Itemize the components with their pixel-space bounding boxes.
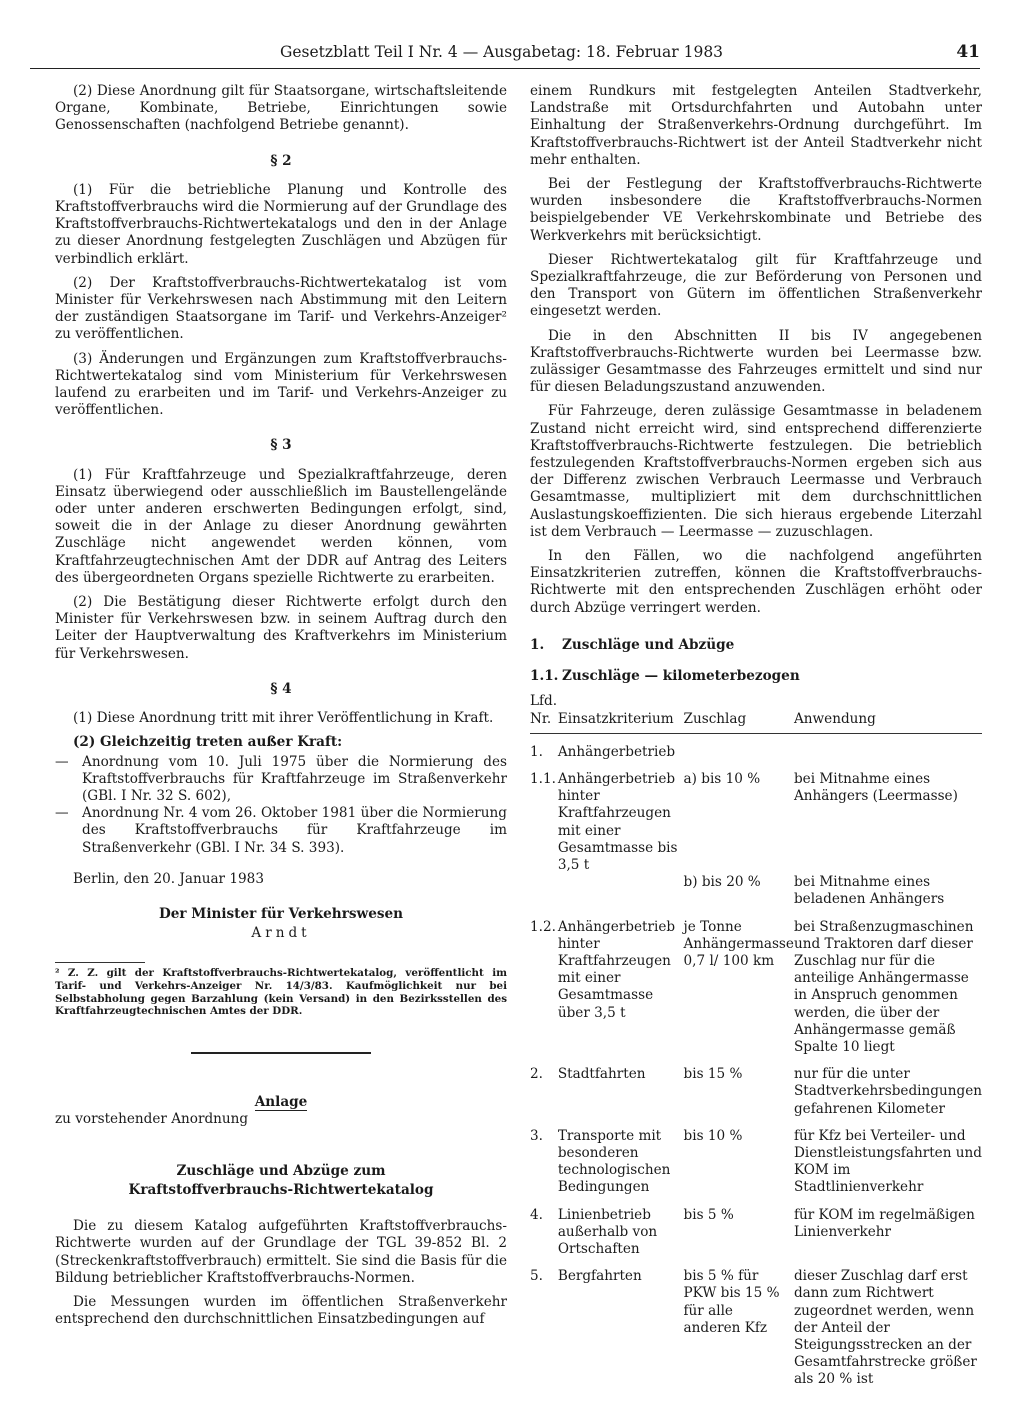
table-row bbox=[530, 761, 982, 874]
cell-anwendung: nur für die unter Stadtverkehrsbedingungen gefahrenen Kilometer bbox=[793, 1066, 982, 1117]
footnote: ² Z. Z. gilt der Kraftstoffverbrauchs-Richtwertekatalog, veröffentlicht im Tarif- und Verkehrs-Anzeiger Nr. 14/3/83. Kaufmöglichkeit nur bei Selbstabholung gegen Barzahlung (kein Versand) in den Bezirksstellen des Kraftfahrzeugtechnischen Amtes der DDR. bbox=[55, 967, 507, 1018]
section-1-1-heading bbox=[530, 668, 982, 685]
cell-kriterium: Bergfahrten bbox=[557, 1268, 642, 1285]
cell-kriterium: Stadtfahrten bbox=[557, 1066, 646, 1083]
right-para-2: Bei der Festlegung der Kraftstoffverbrauchs-Richtwerte wurden insbesondere die Kraftstoffverbrauchs-Normen beispielgebender VE Verkehrskombinate und Betriebe des Werkverkehrs mit berücksichtigt. bbox=[530, 176, 982, 244]
anlage-heading bbox=[55, 1162, 507, 1200]
section-4-para-1: (1) Diese Anordnung tritt mit ihrer Veröffentlichung in Kraft. bbox=[73, 710, 494, 727]
section-3-para-2: (2) Die Bestätigung dieser Richtwerte erfolgt durch den Minister für Verkehrswesen bzw. in seinem Auftrag durch den Leiter der Hauptverwaltung des Kraftverkehrs im Ministerium für Verkehrswesen. bbox=[55, 594, 507, 662]
cell-anwendung bbox=[794, 733, 982, 761]
page-header bbox=[30, 40, 980, 69]
cell-anwendung: für Kfz bei Verteiler- und Dienstleistungsfahrten und KOM im Stadtlinienverkehr bbox=[793, 1127, 982, 1196]
cell-zuschlag: b) bis 20 % bbox=[683, 874, 761, 891]
right-column bbox=[530, 83, 982, 1389]
header-kriterium: Einsatzkriterium bbox=[558, 693, 684, 733]
section-1-heading bbox=[530, 637, 982, 654]
right-para-5: Für Fahrzeuge, deren zulässige Gesamtmasse in beladenem Zustand nicht erreicht wird, sind entsprechend differenzierte Kraftstoffverbrauchs-Richtwerte festzulegen. Die betrieblich festzulegenden Kraftstoffverbrauchs-Normen ergeben sich aus der Differenz zwischen Verbrauch Leermasse und Verbrauch Gesamtmasse, multipliziert mit dem durchschnittlichen Auslastungskoeffizienten. Die sich hieraus ergebende Literzahl ist dem Verbrauch — Leermasse — zuzuschlagen. bbox=[530, 403, 982, 540]
header-zuschlag: Zuschlag bbox=[684, 693, 794, 733]
place-date: Berlin, den 20. Januar 1983 bbox=[73, 870, 264, 887]
anlage-para-1: Die zu diesem Katalog aufgeführten Kraftstoffverbrauchs-Richtwerte wurden auf der Grundlage der TGL 39-852 Bl. 2 (Streckenkraftstoffverbrauch) ermittelt. Sie sind die Basis für die Bildung betrieblicher Kraftstoffverbrauchs-Normen. bbox=[55, 1218, 507, 1286]
section-1-title: Zuschläge und Abzüge bbox=[562, 636, 735, 653]
cell-anwendung: für KOM im regelmäßigen Linienverkehr bbox=[793, 1206, 975, 1240]
cell-anwendung: bei Mitnahme eines Anhängers (Leermasse) bbox=[793, 770, 958, 805]
section-divider bbox=[191, 1052, 371, 1054]
cell-nr: 1. bbox=[530, 743, 543, 760]
header-title: Gesetzblatt Teil I Nr. 4 — Ausgabetag: 18. Februar 1983 bbox=[280, 43, 724, 61]
footnote-divider bbox=[55, 962, 145, 963]
cell-nr: 1.1. bbox=[530, 770, 556, 787]
section-3-para-1: (1) Für Kraftfahrzeuge und Spezialkraftfahrzeuge, deren Einsatz überwiegend oder ausschließlich im Baustellengelände oder unter anderen erschwerten Bedingungen erfolgt, sind, soweit die in der Anlage zu dieser Anordnung gewährten Zuschläge nicht angewendet werden können, vom Kraftfahrzeugtechnischen Amt der DDR auf Antrag des Leiters des übergeordneten Organs spezielle Richtwerte zu erarbeiten. bbox=[55, 466, 507, 586]
right-para-6: In den Fällen, wo die nachfolgend angeführten Einsatzkriterien zutreffen, können die Kraftstoffverbrauchs-Richtwerte mit den entsprechenden Zuschlägen erhöht oder durch Abzüge verringert werden. bbox=[530, 548, 982, 616]
cell-nr: 5. bbox=[530, 1268, 543, 1285]
repealed-list bbox=[55, 754, 507, 857]
cell-kriterium: Transporte mit besonderen technologischen Bedingungen bbox=[557, 1127, 671, 1196]
header-nr: Lfd. Nr. bbox=[530, 693, 558, 733]
section-4-heading: § 4 bbox=[270, 680, 292, 697]
cell-kriterium bbox=[558, 874, 684, 908]
cell-nr: 2. bbox=[530, 1066, 543, 1083]
list-item: — Anordnung Nr. 4 vom 26. Oktober 1981 über die Normierung des Kraftstoffverbrauchs für Kraftfahrzeuge im Straßenverkehr (GBl. I Nr. 34 S. 393). bbox=[55, 805, 507, 857]
surcharge-table bbox=[530, 693, 982, 1388]
anlage-heading-line-1: Zuschläge und Abzüge zum bbox=[176, 1163, 386, 1180]
section-3-heading: § 3 bbox=[270, 437, 292, 454]
section-2-para-2: (2) Der Kraftstoffverbrauchs-Richtwertekatalog ist vom Minister für Verkehrswesen nach Abstimmung mit den Leitern der zuständigen Staatsorgane im Tarif- und Verkehrs-Anzeiger² zu veröffentlichen. bbox=[55, 274, 507, 343]
anlage-title-text: Anlage bbox=[254, 1093, 308, 1110]
anlage-heading-line-2: Kraftstoffverbrauchs-Richtwertekatalog bbox=[128, 1182, 434, 1199]
cell-kriterium: Anhängerbetrieb hinter Kraftfahrzeugen mit einer Gesamtmasse über 3,5 t bbox=[557, 918, 676, 1021]
section-2-para-1: (1) Für die betriebliche Planung und Kontrolle des Kraftstoffverbrauchs wird die Normierung auf der Grundlage des Kraftstoffverbrauchs-Richtwertekatalogs und den in der Anlage zu dieser Anordnung festgelegten Zuschlägen und Abzügen für verbindlich erklärt. bbox=[55, 181, 507, 267]
section-2-para-3: (3) Änderungen und Ergänzungen zum Kraftstoffverbrauchs-Richtwertekatalog sind vom Ministerium für Verkehrswesen laufend zu erarbeiten und im Tarif- und Verkehrs-Anzeiger zu veröffentlichen. bbox=[55, 350, 507, 419]
anlage-title bbox=[55, 1094, 507, 1111]
table-row bbox=[530, 1118, 982, 1197]
cell-zuschlag: bis 5 % für PKW bis 15 % für alle anderen Kfz bbox=[683, 1268, 780, 1336]
cell-nr: 1.2. bbox=[530, 918, 556, 935]
cell-zuschlag: bis 10 % bbox=[683, 1127, 743, 1144]
section-1-number: 1. bbox=[530, 636, 545, 653]
cell-zuschlag bbox=[684, 733, 794, 761]
cell-zuschlag: bis 15 % bbox=[683, 1066, 743, 1083]
cell-anwendung: bei Mitnahme eines beladenen Anhängers bbox=[793, 874, 945, 908]
anlage-para-2: Die Messungen wurden im öffentlichen Straßenverkehr entsprechend den durchschnittlichen Einsatzbedingungen auf bbox=[55, 1293, 507, 1328]
right-para-4: Die in den Abschnitten II bis IV angegebenen Kraftstoffverbrauchs-Richtwerte wurden bei Leermasse bzw. zulässiger Gesamtmasse des Fahrzeuges ermittelt und sind nur für diesen Beladungszustand anzuwenden. bbox=[530, 327, 982, 396]
table-row bbox=[530, 1056, 982, 1118]
cell-kriterium: Linienbetrieb außerhalb von Ortschaften bbox=[557, 1206, 658, 1257]
table-row bbox=[530, 1197, 982, 1259]
right-para-3: Dieser Richtwertekatalog gilt für Kraftfahrzeuge und Spezialkraftfahrzeuge, die zur Beförderung von Personen und den Transport von Gütern im öffentlichen Straßenverkehr eingesetzt werden. bbox=[530, 251, 982, 320]
paragraph-2-2: (2) Diese Anordnung gilt für Staatsorgane, wirtschaftsleitende Organe, Kombinate, Betriebe, Einrichtungen sowie Genossenschaften (nachfolgend Betriebe genannt). bbox=[55, 83, 507, 134]
cell-anwendung: dieser Zuschlag darf erst dann zum Richtwert zugeordnet werden, wenn der Anteil der Steigungsstrecken an der Gesamtfahrstrecke größer als 20 % ist bbox=[793, 1268, 977, 1388]
cell-zuschlag: a) bis 10 % bbox=[683, 770, 761, 787]
section-2-heading: § 2 bbox=[270, 152, 292, 169]
table-header-row bbox=[530, 693, 982, 733]
header-anwendung: Anwendung bbox=[794, 693, 982, 733]
table-row bbox=[530, 1258, 982, 1388]
section-4-para-2: (2) Gleichzeitig treten außer Kraft: bbox=[73, 734, 343, 751]
cell-kriterium: Anhängerbetrieb bbox=[557, 743, 676, 760]
cell-nr bbox=[530, 874, 558, 908]
anlage-subtitle: zu vorstehender Anordnung bbox=[55, 1110, 249, 1127]
page-number: 41 bbox=[956, 42, 980, 62]
list-item: — Anordnung vom 10. Juli 1975 über die Normierung des Kraftstoffverbrauchs für Kraftfahrzeuge im Straßenverkehr (GBl. I Nr. 32 S. 602), bbox=[55, 754, 507, 806]
left-column bbox=[55, 83, 507, 1335]
right-para-1: einem Rundkurs mit festgelegten Anteilen Stadtverkehr, Landstraße mit Ortsdurchfahrten und Autobahn unter Einhaltung der Straßenverkehrs-Ordnung durchgeführt. Im Kraftstoffverbrauchs-Richtwert ist der Anteil Stadtverkehr nicht mehr enthalten. bbox=[530, 83, 982, 168]
cell-zuschlag: je Tonne Anhängermasse 0,7 l/ 100 km bbox=[683, 918, 794, 969]
table-row bbox=[530, 874, 982, 908]
cell-kriterium: Anhängerbetrieb hinter Kraftfahrzeugen mit einer Gesamtmasse bis 3,5 t bbox=[557, 770, 678, 873]
table-row bbox=[530, 909, 982, 1057]
cell-zuschlag: bis 5 % bbox=[683, 1206, 734, 1223]
section-1-1-title: Zuschläge — kilometerbezogen bbox=[562, 668, 800, 685]
signer-name: Arndt bbox=[251, 925, 311, 942]
section-1-1-number: 1.1. bbox=[530, 668, 559, 685]
cell-nr: 3. bbox=[530, 1127, 543, 1144]
table-row bbox=[530, 733, 982, 761]
signer-title: Der Minister für Verkehrswesen bbox=[158, 905, 404, 922]
cell-anwendung: bei Straßenzugmaschinen und Traktoren darf dieser Zuschlag nur für die anteilige Anhängermasse in Anspruch genommen werden, die über der Anhängermasse gemäß Spalte 10 liegt bbox=[793, 918, 974, 1055]
cell-nr: 4. bbox=[530, 1206, 543, 1223]
